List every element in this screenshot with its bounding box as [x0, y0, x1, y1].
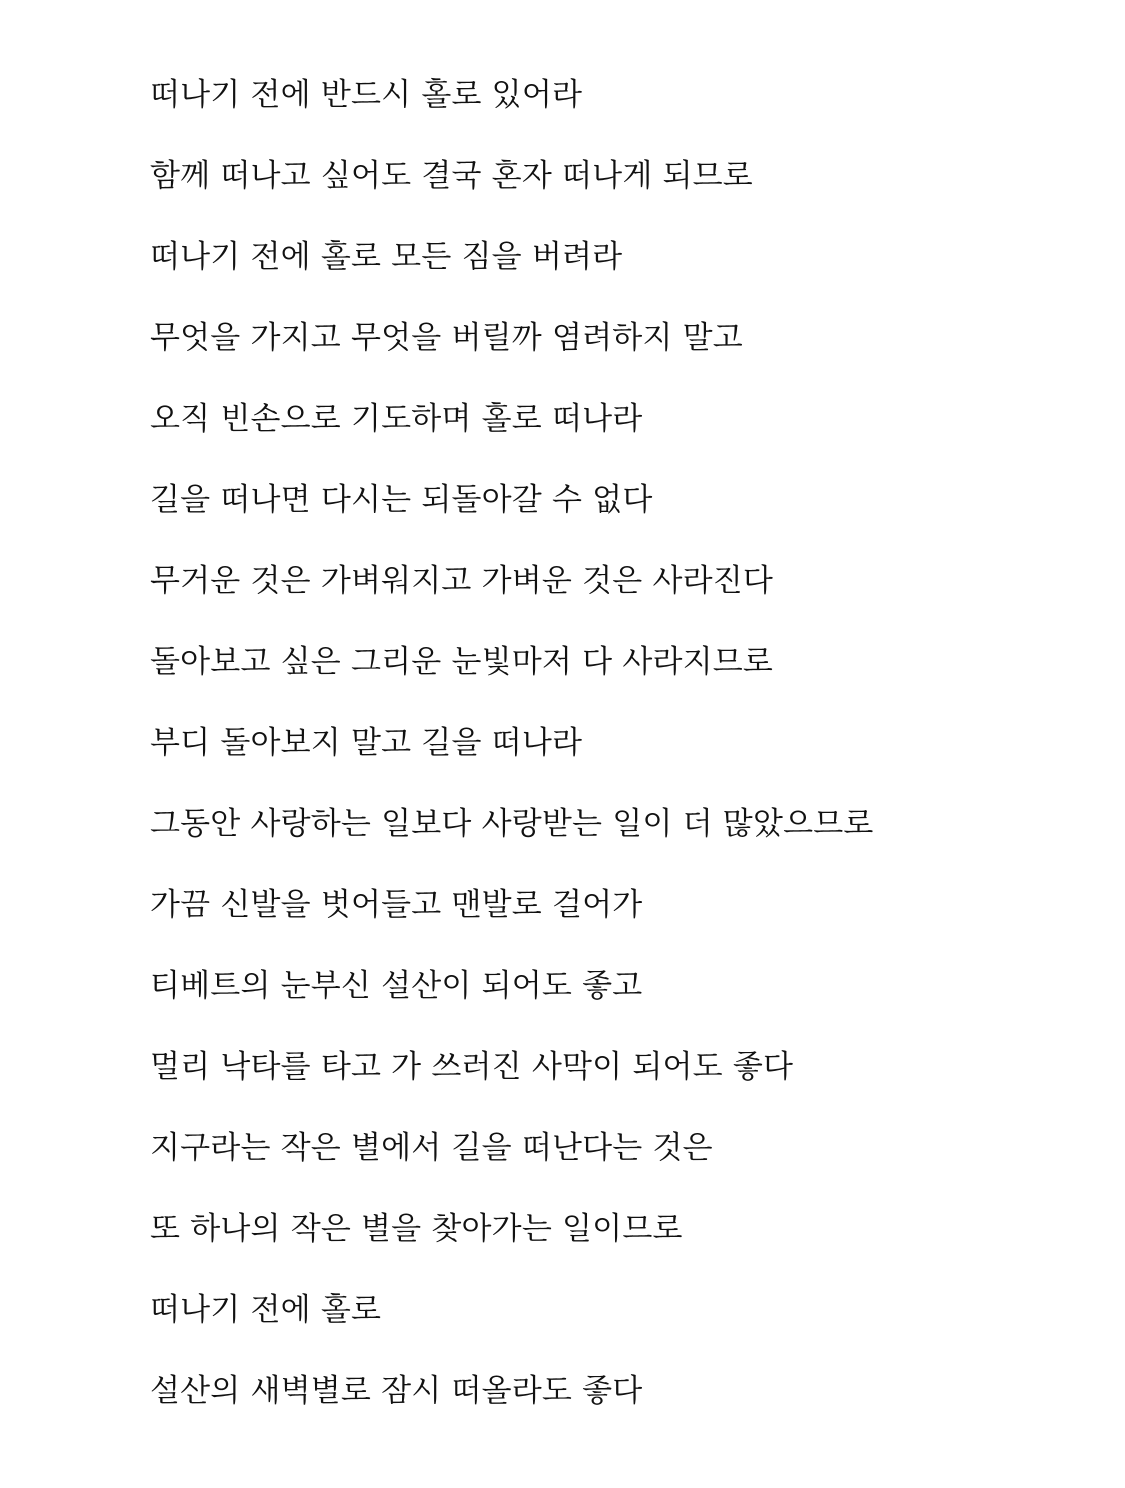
poem-line-13: 멀리 낙타를 타고 가 쓰러진 사막이 되어도 좋다 — [150, 1049, 794, 1085]
poem-line-8: 돌아보고 싶은 그리운 눈빛마저 다 사라지므로 — [150, 644, 774, 680]
poem-line-10: 그동안 사랑하는 일보다 사랑받는 일이 더 많았으므로 — [150, 806, 874, 842]
poem-line-16: 떠나기 전에 홀로 — [150, 1292, 382, 1328]
poem-line-2: 함께 떠나고 싶어도 결국 혼자 떠나게 되므로 — [150, 158, 753, 194]
poem-line-11: 가끔 신발을 벗어들고 맨발로 걸어가 — [150, 887, 643, 923]
poem-line-7: 무거운 것은 가벼워지고 가벼운 것은 사라진다 — [150, 563, 774, 599]
poem-line-14: 지구라는 작은 별에서 길을 떠난다는 것은 — [150, 1130, 713, 1166]
poem-line-3: 떠나기 전에 홀로 모든 짐을 버려라 — [150, 239, 623, 275]
poem-line-4: 무엇을 가지고 무엇을 버릴까 염려하지 말고 — [150, 320, 743, 356]
poem-line-12: 티베트의 눈부신 설산이 되어도 좋고 — [150, 968, 643, 1004]
poem-line-1: 떠나기 전에 반드시 홀로 있어라 — [150, 77, 583, 113]
poem-line-9: 부디 돌아보지 말고 길을 떠나라 — [150, 725, 583, 761]
poem-text — [150, 72, 874, 1449]
poem-line-6: 길을 떠나면 다시는 되돌아갈 수 없다 — [150, 482, 653, 518]
poem-line-5: 오직 빈손으로 기도하며 홀로 떠나라 — [150, 401, 643, 437]
poem-line-17: 설산의 새벽별로 잠시 떠올라도 좋다 — [150, 1373, 643, 1409]
poem-line-15: 또 하나의 작은 별을 찾아가는 일이므로 — [150, 1211, 683, 1247]
